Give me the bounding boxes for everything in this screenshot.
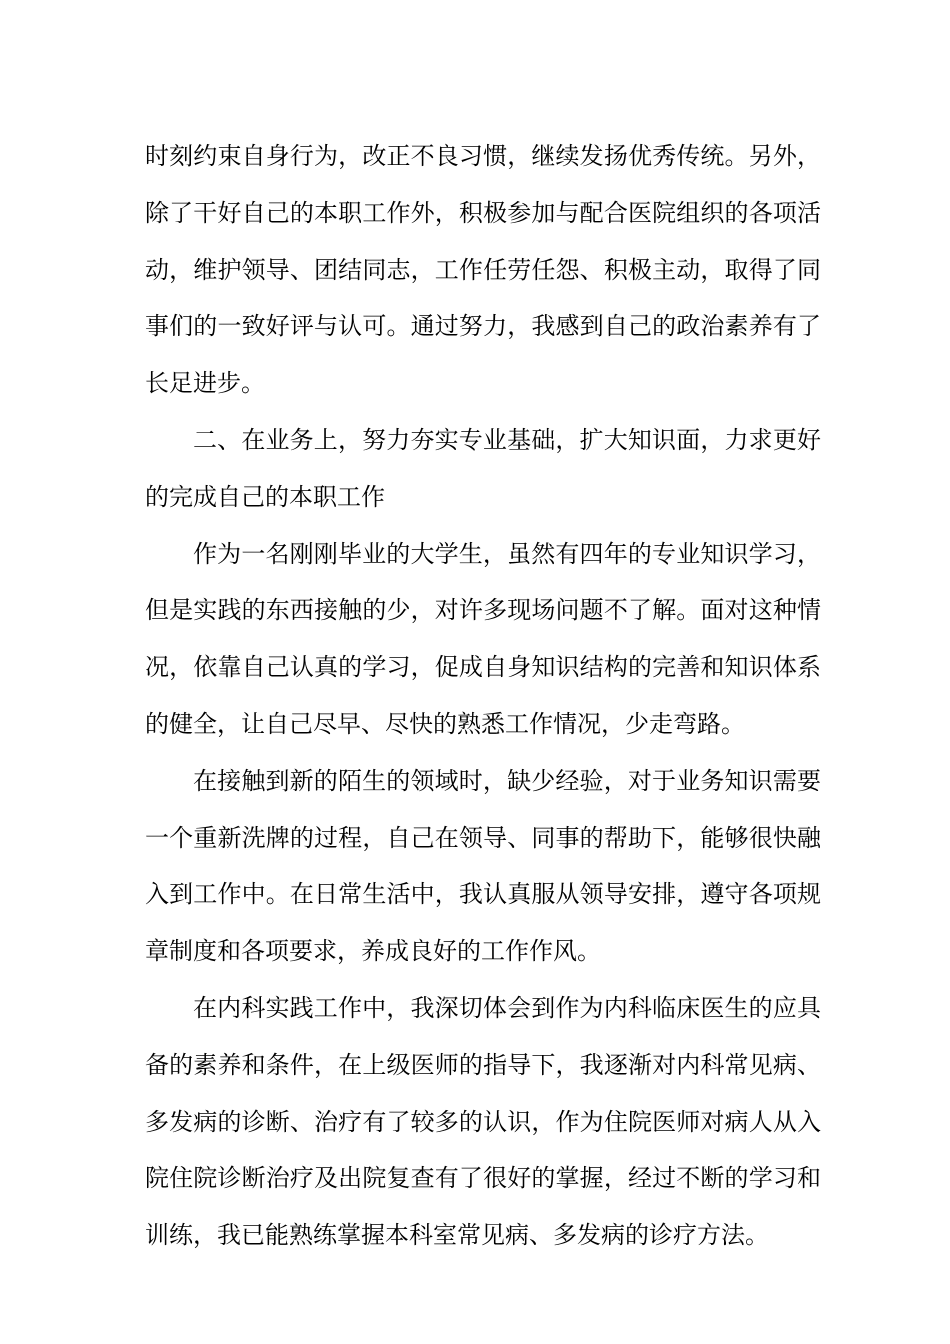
document-body bbox=[145, 128, 821, 1264]
paragraph-continuation: 时刻约束自身行为，改正不良习惯，继续发扬优秀传统。另外，除了干好自己的本职工作外，积极参加与配合医院组织的各项活动，维护领导、团结同志，工作任劳任怨、积极主动，取得了同事们的一致好评与认可。通过努力，我感到自己的政治素养有了长足进步。 bbox=[145, 142, 821, 398]
paragraph-new-field: 在接触到新的陌生的领域时，缺少经验，对于业务知识需要一个重新洗牌的过程，自己在领导、同事的帮助下，能够很快融入到工作中。在日常生活中，我认真服从领导安排，遵守各项规章制度和各项要求，养成良好的工作作风。 bbox=[145, 766, 821, 966]
paragraph-graduate: 作为一名刚刚毕业的大学生，虽然有四年的专业知识学习，但是实践的东西接触的少，对许多现场问题不了解。面对这种情况，依靠自己认真的学习，促成自身知识结构的完善和知识体系的健全，让自己尽早、尽快的熟悉工作情况，少走弯路。 bbox=[145, 539, 821, 738]
paragraph-internal-medicine: 在内科实践工作中，我深切体会到作为内科临床医生的应具备的素养和条件，在上级医师的指导下，我逐渐对内科常见病、多发病的诊断、治疗有了较多的认识，作为住院医师对病人从入院住院诊断治疗及出院复查有了很好的掌握，经过不断的学习和训练，我已能熟练掌握本科室常见病、多发病的诊疗方法。 bbox=[145, 993, 821, 1250]
section-heading-business: 二、在业务上，努力夯实专业基础，扩大知识面，力求更好的完成自己的本职工作 bbox=[145, 425, 821, 511]
